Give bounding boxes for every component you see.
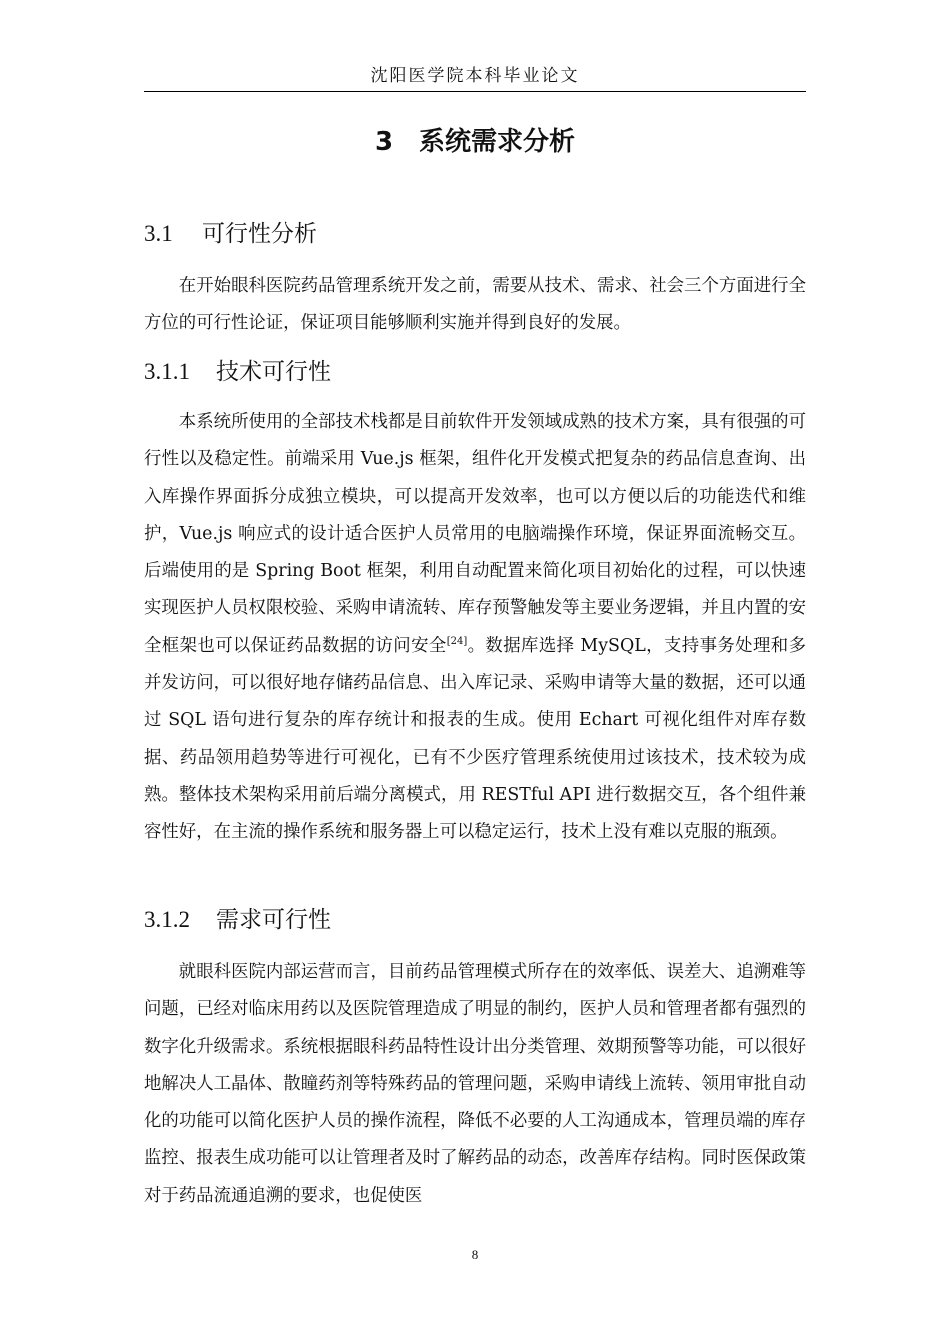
section-number: 3.1.1: [144, 359, 190, 384]
section-heading-3-1-1: [144, 354, 331, 390]
chapter-title: 3 系统需求分析: [374, 127, 576, 157]
paragraph-intro: 在开始眼科医院药品管理系统开发之前，需要从技术、需求、社会三个方面进行全方位的可行性论证，保证项目能够顺利实施并得到良好的发展。: [144, 276, 806, 334]
citation-marker: [24]: [446, 635, 468, 647]
section-number: 3.1.2: [144, 907, 190, 932]
page-number: 8: [471, 1247, 479, 1262]
section-heading-3-1-2: [144, 902, 331, 938]
paragraph-text: 本系统所使用的全部技术栈都是目前软件开发领域成熟的技术方案，具有很强的可行性以及稳定性。前端采用 Vue.js 框架，组件化开发模式把复杂的药品信息查询、出入库操作界面拆分成独立模块，可以提高开发效率，也可以方便以后的功能迭代和维护，Vue.js 响应式的设计适合医护人员常用的电脑端操作环境，保证界面流畅交互。后端使用的是 Spring Boot 框架，利用自动配置来简化项目初始化的过程，可以快速实现医护人员权限校验、采购申请流转、库存预警触发等主要业务逻辑，并且内置的安全框架也可以保证药品数据的访问安全: [144, 412, 806, 656]
header-rule: [144, 91, 806, 92]
section-title: 技术可行性: [216, 359, 331, 385]
running-header: 沈阳医学院本科毕业论文: [370, 66, 580, 86]
section-title: 可行性分析: [202, 221, 317, 247]
section-title: 需求可行性: [216, 907, 331, 933]
section-number: 3.1: [144, 221, 173, 246]
paragraph-technical-feasibility: [144, 404, 806, 852]
paragraph-demand-feasibility: 就眼科医院内部运营而言，目前药品管理模式所存在的效率低、误差大、追溯难等问题，已经对临床用药以及医院管理造成了明显的制约，医护人员和管理者都有强烈的数字化升级需求。系统根据眼科药品特性设计出分类管理、效期预警等功能，可以很好地解决人工晶体、散瞳药剂等特殊药品的管理问题，采购申请线上流转、领用审批自动化的功能可以简化医护人员的操作流程，降低不必要的人工沟通成本，管理员端的库存监控、报表生成功能可以让管理者及时了解药品的动态，改善库存结构。同时医保政策对于药品流通追溯的要求，也促使医: [144, 962, 806, 1206]
paragraph-text: 。数据库选择 MySQL，支持事务处理和多并发访问，可以很好地存储药品信息、出入库记录、采购申请等大量的数据，还可以通过 SQL 语句进行复杂的库存统计和报表的生成。使用 Echart 可视化组件对库存数据、药品领用趋势等进行可视化，已有不少医疗管理系统使用过该技术，技术较为成熟。整体技术架构采用前后端分离模式，用 RESTful API 进行数据交互，各个组件兼容性好，在主流的操作系统和服务器上可以稳定运行，技术上没有难以克服的瓶颈。: [144, 635, 806, 843]
section-heading-3-1: [144, 216, 317, 252]
